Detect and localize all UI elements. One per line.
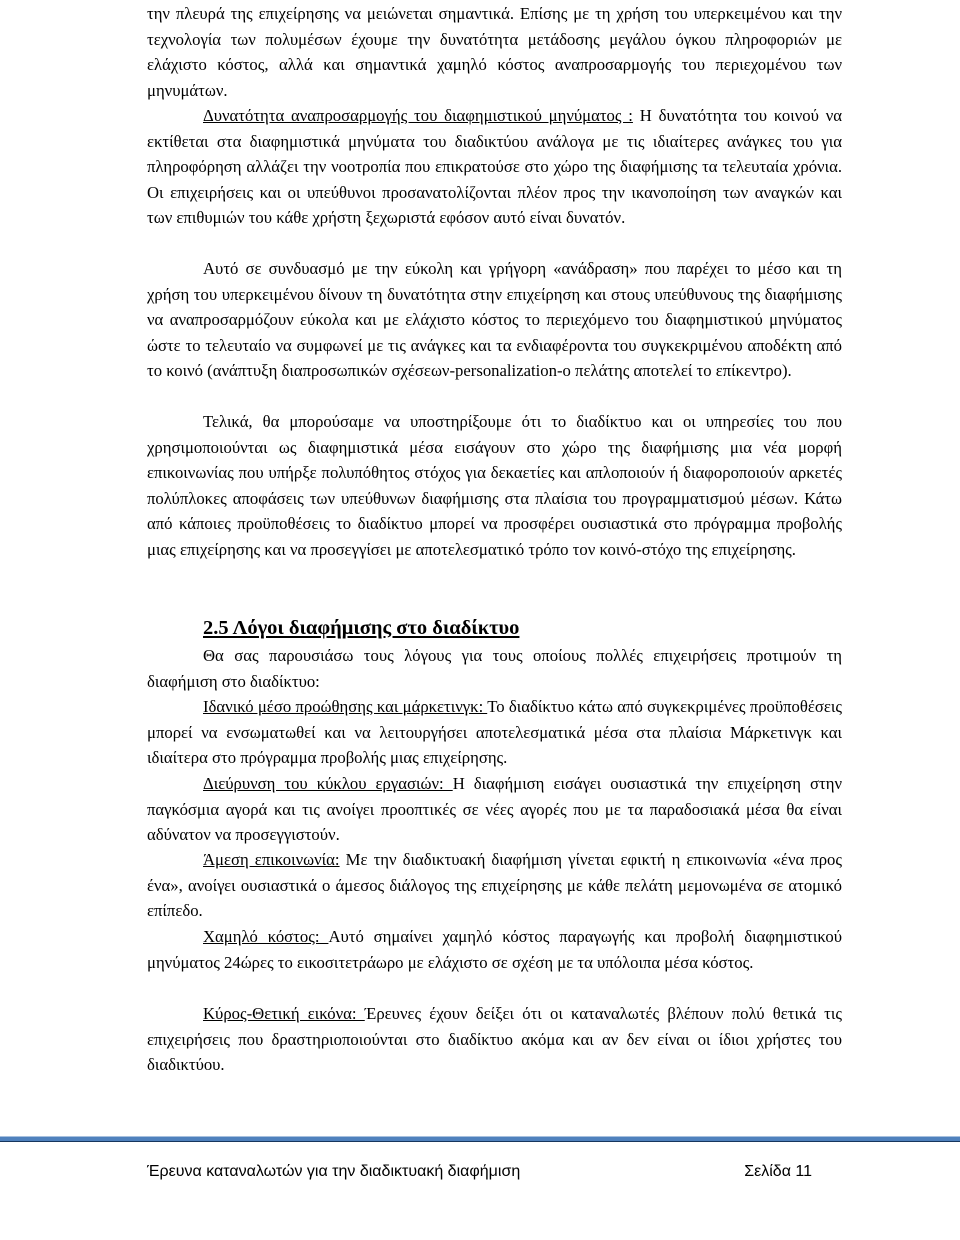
reason-item — [147, 847, 842, 924]
paragraph-conclusion — [147, 409, 842, 563]
reason-lead: Χαμηλό κόστος: — [203, 927, 329, 946]
paragraph-text: Τελικά, θα μπορούσαμε να υποστηρίξουμε ότι το διαδίκτυο και οι υπηρεσίες του που χρησιμοποιούνται ως διαφημιστικά μέσα εισάγουν στο χώρο της διαφήμισης μια νέα μορφή επικοινωνίας που υπήρξε πολυπόθητος στόχος για δεκαετίες και απλοποιούν ή διαφοροποιούν αρκετές πολύπλοκες αποφάσεις των υπεύθυνων διαφήμισης στα πλαίσια του προγραμματισμού μέσων. Κάτω από κάποιες προϋποθέσεις το διαδίκτυο μπορεί να προσφέρει ουσιαστικά στο πρόγραμμα προβολής μιας επιχείρησης και να προσεγγίσει με αποτελεσματικό τρόπο τον κοινό-στόχο της επιχείρησης. — [147, 412, 842, 559]
section-intro-text: Θα σας παρουσιάσω τους λόγους για τους οποίους πολλές επιχειρήσεις προτιμούν τη διαφήμιση στο διαδίκτυο: — [147, 646, 842, 691]
paragraph-lead-underlined: Δυνατότητα αναπροσαρμογής του διαφημιστικού μηνύματος : — [203, 106, 633, 125]
reason-text: Η διαφήμιση εισάγει ουσιαστικά την επιχείρηση στην παγκόσμια αγορά και τις ανοίγει προοπτικές σε νέες αγορές που με τα παραδοσιακά μέσα θα είναι αδύνατον να προσεγγιστούν. — [147, 774, 842, 845]
paragraph-text: Η δυνατότητα του κοινού να εκτίθεται στα διαφημιστικά μηνύματα του διαδικτύου ανάλογα με τις ιδιαίτερες ανάγκες του για πληροφόρηση αλλάζει την νοοτροπία που επικρατούσε στο χώρο της διαφήμισης τα τελευταία χρόνια. — [147, 106, 842, 177]
reason-lead: Κύρος-Θετική εικόνα: — [203, 1004, 365, 1023]
reason-item — [147, 771, 842, 848]
section-intro — [147, 643, 842, 694]
footer-divider — [0, 1136, 960, 1142]
section-heading: 2.5 Λόγοι διαφήμισης στο διαδίκτυο — [203, 617, 520, 639]
reason-lead: Άμεση επικοινωνία: — [203, 850, 340, 869]
reason-lead: Διεύρυνση του κύκλου εργασιών: — [203, 774, 453, 793]
footer-title: Έρευνα καταναλωτών για την διαδικτυακή διαφήμιση — [147, 1163, 521, 1180]
reason-item — [147, 924, 842, 975]
paragraph-feedback — [147, 256, 842, 384]
reason-lead: Ιδανικό μέσο προώθησης και μάρκετινγκ: — [203, 697, 488, 716]
page-number: Σελίδα 11 — [744, 1163, 812, 1180]
paragraph-adaptability — [147, 103, 842, 231]
paragraph-intro — [147, 1, 842, 103]
reason-text: Έρευνες έχουν δείξει ότι οι καταναλωτές βλέπουν πολύ θετικά τις επιχειρήσεις που δραστηριοποιούνται στο διαδίκτυο ακόμα και αν δεν είναι οι ίδιοι χρήστες του διαδικτύου. — [147, 1004, 842, 1075]
paragraph-text-continued: Οι επιχειρήσεις και οι υπεύθυνοι προσανατολίζονται πλέον προς την ικανοποίηση των αναγκών και των επιθυμιών του κάθε χρήστη ξεχωριστά εφόσον αυτό είναι δυνατόν. — [147, 182, 842, 228]
reason-text: Αυτό σημαίνει χαμηλό κόστος παραγωγής και προβολή διαφημιστικού μηνύματος 24ώρες το εικοσιτετράωρο με ελάχιστο σε σχέση με τα υπόλοιπα μέσα κόστος. — [147, 927, 842, 972]
paragraph-text: την πλευρά της επιχείρησης να μειώνεται σημαντικά. Επίσης με τη χρήση του υπερκειμένου και την τεχνολογία των πολυμέσων έχουμε την δυνατότητα μετάδοσης μεγάλου όγκου πληροφοριών με ελάχιστο κόστος, αλλά και σημαντικά χαμηλό κόστος αναπροσαρμογής του περιεχομένου των μηνυμάτων. — [147, 4, 842, 100]
paragraph-text: Αυτό σε συνδυασμό με την εύκολη και γρήγορη «ανάδραση» που παρέχει το μέσο και τη χρήση του υπερκειμένου δίνουν τη δυνατότητα στην επιχείρηση και στους υπεύθυνους της διαφήμισης να αναπροσαρμόζουν εύκολα και με ελάχιστο κόστος το περιεχόμενο του διαφημιστικού μηνύματος ώστε το τελευταίο να συμφωνεί με τις ανάγκες και τα ενδιαφέροντα του συγκεκριμένου αποδέκτη από το κοινό (ανάπτυξη διαπροσωπικών σχέσεων-personalization-ο πελάτης αποτελεί το επίκεντρο). — [147, 259, 842, 381]
reason-text: Το διαδίκτυο κάτω από συγκεκριμένες προϋποθέσεις μπορεί να ενσωματωθεί και να λειτουργήσει αποτελεσματικά μέσα στα πλαίσια Μάρκετινγκ και ιδιαίτερα στο πρόγραμμα προβολής μιας επιχείρησης. — [147, 697, 842, 768]
reason-text: Με την διαδικτυακή διαφήμιση γίνεται εφικτή η επικοινωνία «ένα προς ένα», ανοίγει ουσιαστικά ο άμεσος διάλογος της επιχείρησης με κάθε πελάτη μεμονωμένα σε ατομικό επίπεδο. — [147, 850, 843, 921]
reason-item — [147, 1001, 842, 1078]
reason-item — [147, 694, 842, 771]
